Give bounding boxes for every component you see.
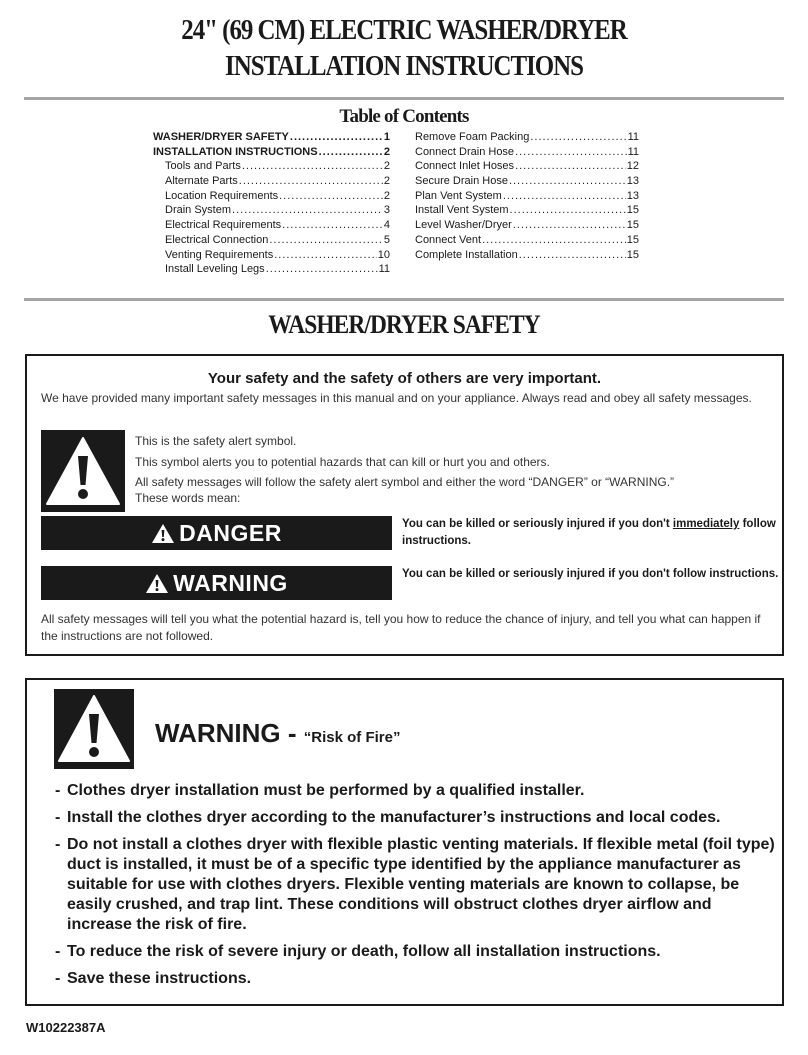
safety-box-heading: Your safety and the safety of others are very important. [207,370,602,387]
safety-box [25,354,784,656]
toc-entry [153,160,390,175]
safety-intro: We have provided many important safety messages in this manual and on your appliance. Always read and obey all safety messages. [41,391,752,405]
toc-entry [415,160,639,175]
fire-warning-item [55,835,775,935]
toc-entry [415,146,639,161]
title-line-2: INSTALLATION INSTRUCTIONS [225,50,583,82]
toc-entry-label: Electrical Requirements [165,219,282,232]
toc-leader-dots [530,131,626,143]
fire-alert-symbol-icon [54,689,134,769]
danger-alert-icon [151,523,175,544]
toc-entry-label: WASHER/DRYER SAFETY [153,131,289,143]
safety-alert-symbol-icon [41,430,125,512]
danger-label: DANGER [179,519,282,546]
toc-entry-page: 2 [383,175,390,188]
toc-leader-dots [515,160,626,172]
toc-entry [153,190,390,205]
warning-alert-icon [145,573,169,594]
toc-leader-dots [266,263,378,275]
warning-signal-word [41,566,392,600]
list-dash: - [55,809,61,826]
fire-warning-item-text: Do not install a clothes dryer with flexible plastic venting materials. If flexible metal (foil type) duct is installed, it must be of a specific type identified by the appliance manufacturer as suitable for use with clothes dryers. Flexible venting materials are known to collapse, be easily crushed, and trap lint. These conditions will obstruct clothes dryer airflow and increase the risk of fire. [67,836,775,933]
toc-entry-page: 15 [626,233,639,246]
document-title [57,12,752,84]
toc-entry-page: 11 [378,263,390,276]
fire-warning-separator: - [280,718,304,748]
warning-label: WARNING [173,569,288,596]
list-dash: - [55,782,61,799]
toc-leader-dots [279,190,383,202]
toc-entry-page: 5 [383,233,390,246]
fire-warning-label: WARNING [155,718,281,748]
toc-entry [153,234,390,249]
toc-entry-page: 2 [383,160,390,173]
fire-warning-item [55,942,775,962]
fire-warning-title [155,718,400,749]
fire-warning-item-text: Clothes dryer installation must be performed by a qualified installer. [67,782,585,799]
toc-entry-page: 10 [377,248,390,261]
toc-leader-dots [319,146,383,158]
danger-description [402,516,782,550]
symbol-line-4: These words mean: [135,491,241,505]
toc-leader-dots [503,190,626,202]
toc-entry-page: 15 [626,219,639,232]
toc-entry [153,131,390,146]
toc-leader-dots [239,175,383,187]
title-line-1: 24" (69 CM) ELECTRIC WASHER/DRYER [181,14,627,46]
toc-leader-dots [232,204,383,216]
toc-entry-label: Connect Inlet Hoses [415,160,515,173]
toc-leader-dots [282,219,383,231]
toc-leader-dots [269,234,383,246]
symbol-line-1: This is the safety alert symbol. [135,434,297,448]
toc-leader-dots [513,219,626,231]
fire-warning-item-text: Install the clothes dryer according to the manufacturer’s instructions and local codes. [67,809,721,826]
list-dash: - [55,943,61,960]
toc-heading: Table of Contents [339,106,469,127]
toc-entry-label: Location Requirements [165,189,279,202]
toc-entry-page: 11 [627,131,639,143]
toc-entry [153,175,390,190]
toc-entry-label: Remove Foam Packing [415,131,530,143]
toc-entry-page: 3 [383,204,390,217]
fire-warning-box [25,678,784,1006]
toc-entry-page: 4 [383,219,390,232]
toc-entry [415,234,639,249]
fire-warning-item [55,969,775,989]
toc-leader-dots [519,249,626,261]
toc-entry-label: Secure Drain Hose [415,175,508,188]
toc-entry-label: Level Washer/Dryer [415,219,512,232]
toc-entry [415,204,639,219]
toc-entry-page: 2 [383,145,390,158]
fire-warning-item [55,781,775,801]
toc-left-column [153,131,390,278]
toc-entry [153,263,390,278]
document-number: W10222387A [26,1020,106,1035]
list-dash: - [55,970,61,987]
toc-entry-page: 13 [626,189,639,202]
toc-entry-label: Install Vent System [415,204,509,217]
toc-entry-page: 15 [626,248,639,261]
danger-signal-word [41,516,392,550]
fire-warning-item-text: To reduce the risk of severe injury or death, follow all installation instructions. [67,943,661,960]
toc-leader-dots [482,234,626,246]
toc-entry-label: Plan Vent System [415,189,502,202]
fire-warning-subtitle: “Risk of Fire” [303,729,401,746]
toc-entry-page: 1 [383,131,390,143]
fire-warning-item-text: Save these instructions. [67,970,252,987]
toc-entry-page: 2 [383,189,390,202]
toc-entry-page: 15 [626,204,639,217]
toc-entry [415,249,639,264]
toc-right-column [415,131,639,263]
toc-leader-dots [510,204,626,216]
toc-entry [153,219,390,234]
danger-text-emphasis: immediately [672,518,740,530]
toc-entry-label: Complete Installation [415,248,518,261]
toc-entry [153,204,390,219]
toc-entry [415,131,639,146]
toc-entry-label: Electrical Connection [165,233,269,246]
toc-entry-page: 12 [626,160,639,173]
toc-leader-dots [290,131,383,143]
warning-description: You can be killed or seriously injured if you don't follow instructions. [402,568,779,580]
top-divider [24,97,784,100]
fire-warning-list [55,781,775,996]
safety-heading: WASHER/DRYER SAFETY [268,310,540,339]
toc-leader-dots [242,160,383,172]
danger-text-end: follow instructions. [402,518,776,547]
toc-entry [415,219,639,234]
toc-entry-page: 13 [626,175,639,188]
toc-leader-dots [274,249,377,261]
toc-entry-label: Connect Vent [415,233,482,246]
list-dash: - [55,836,61,853]
toc-entry [415,175,639,190]
toc-entry-label: Tools and Parts [165,160,241,173]
mid-divider [24,298,784,301]
toc-leader-dots [515,146,627,158]
toc-entry-label: Alternate Parts [165,175,238,188]
toc-entry [415,190,639,205]
toc-entry-page: 11 [627,145,639,158]
fire-warning-item [55,808,775,828]
toc-entry [153,249,390,264]
toc-entry-label: Install Leveling Legs [165,263,265,276]
toc-entry [153,146,390,161]
toc-leader-dots [509,175,626,187]
toc-entry-label: Venting Requirements [165,248,274,261]
danger-text-start: You can be killed or seriously injured if you don't [402,518,673,530]
toc-entry-label: Connect Drain Hose [415,145,515,158]
toc-entry-label: INSTALLATION INSTRUCTIONS [153,145,318,158]
toc-entry-label: Drain System [165,204,232,217]
symbol-line-3: All safety messages will follow the safety alert symbol and either the word “DANGER” or “WARNING.” [135,475,675,489]
safety-footer-text: All safety messages will tell you what the potential hazard is, tell you how to reduce the chance of injury, and tell you what can happen if the instructions are not followed. [41,612,761,643]
symbol-line-2: This symbol alerts you to potential hazards that can kill or hurt you and others. [135,455,550,469]
